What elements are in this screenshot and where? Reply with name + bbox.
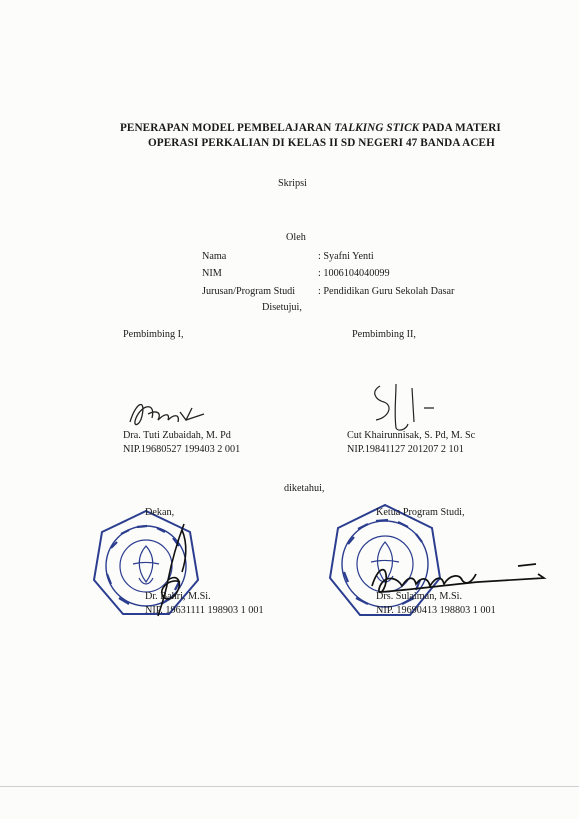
document-type: Skripsi [278,178,307,189]
acknowledged-label: diketahui, [284,483,325,494]
field-label-program: Jurusan/Program Studi [202,286,296,297]
field-label-nim: NIM [202,268,222,279]
field-value-program: : Pendidikan Guru Sekolah Dasar [318,286,455,297]
signature-supervisor1-icon [122,392,212,432]
author-by-label: Oleh [286,232,306,243]
approved-label: Disetujui, [262,302,302,313]
field-label-name: Nama [202,251,227,262]
supervisor2-nip: NIP.19841127 201207 2 101 [347,444,464,455]
dean-nip: NIP. 19631111 198903 1 001 [145,605,264,616]
dean-name: Dr. Bahri, M.Si. [145,591,211,602]
document-title-line2: OPERASI PERKALIAN DI KELAS II SD NEGERI 47 BANDA ACEH [148,137,495,149]
supervisor2-name: Cut Khairunnisak, S. Pd, M. Sc [347,430,476,441]
program-head-nip: NIP. 19690413 198803 1 001 [376,605,496,616]
supervisor2-role: Pembimbing II, [352,329,416,340]
field-value-name: : Syafni Yenti [318,251,374,262]
scan-edge-divider [0,786,579,787]
program-head-name: Drs. Sulaiman, M.Si. [376,591,463,602]
signature-supervisor2-icon [368,378,448,438]
field-value-nim: : 1006104040099 [318,268,390,279]
supervisor1-role: Pembimbing I, [123,329,184,340]
title-italic: TALKING STICK [334,122,420,134]
supervisor1-name: Dra. Tuti Zubaidah, M. Pd [123,430,231,441]
supervisor1-nip: NIP.19680527 199403 2 001 [123,444,241,455]
title-part2: PADA MATERI [419,122,501,134]
dean-role: Dekan, [145,507,175,518]
program-head-role: Ketua Program Studi, [376,507,465,518]
title-part1: PENERAPAN MODEL PEMBELAJARAN [120,122,335,134]
document-title-line1 [120,122,501,134]
